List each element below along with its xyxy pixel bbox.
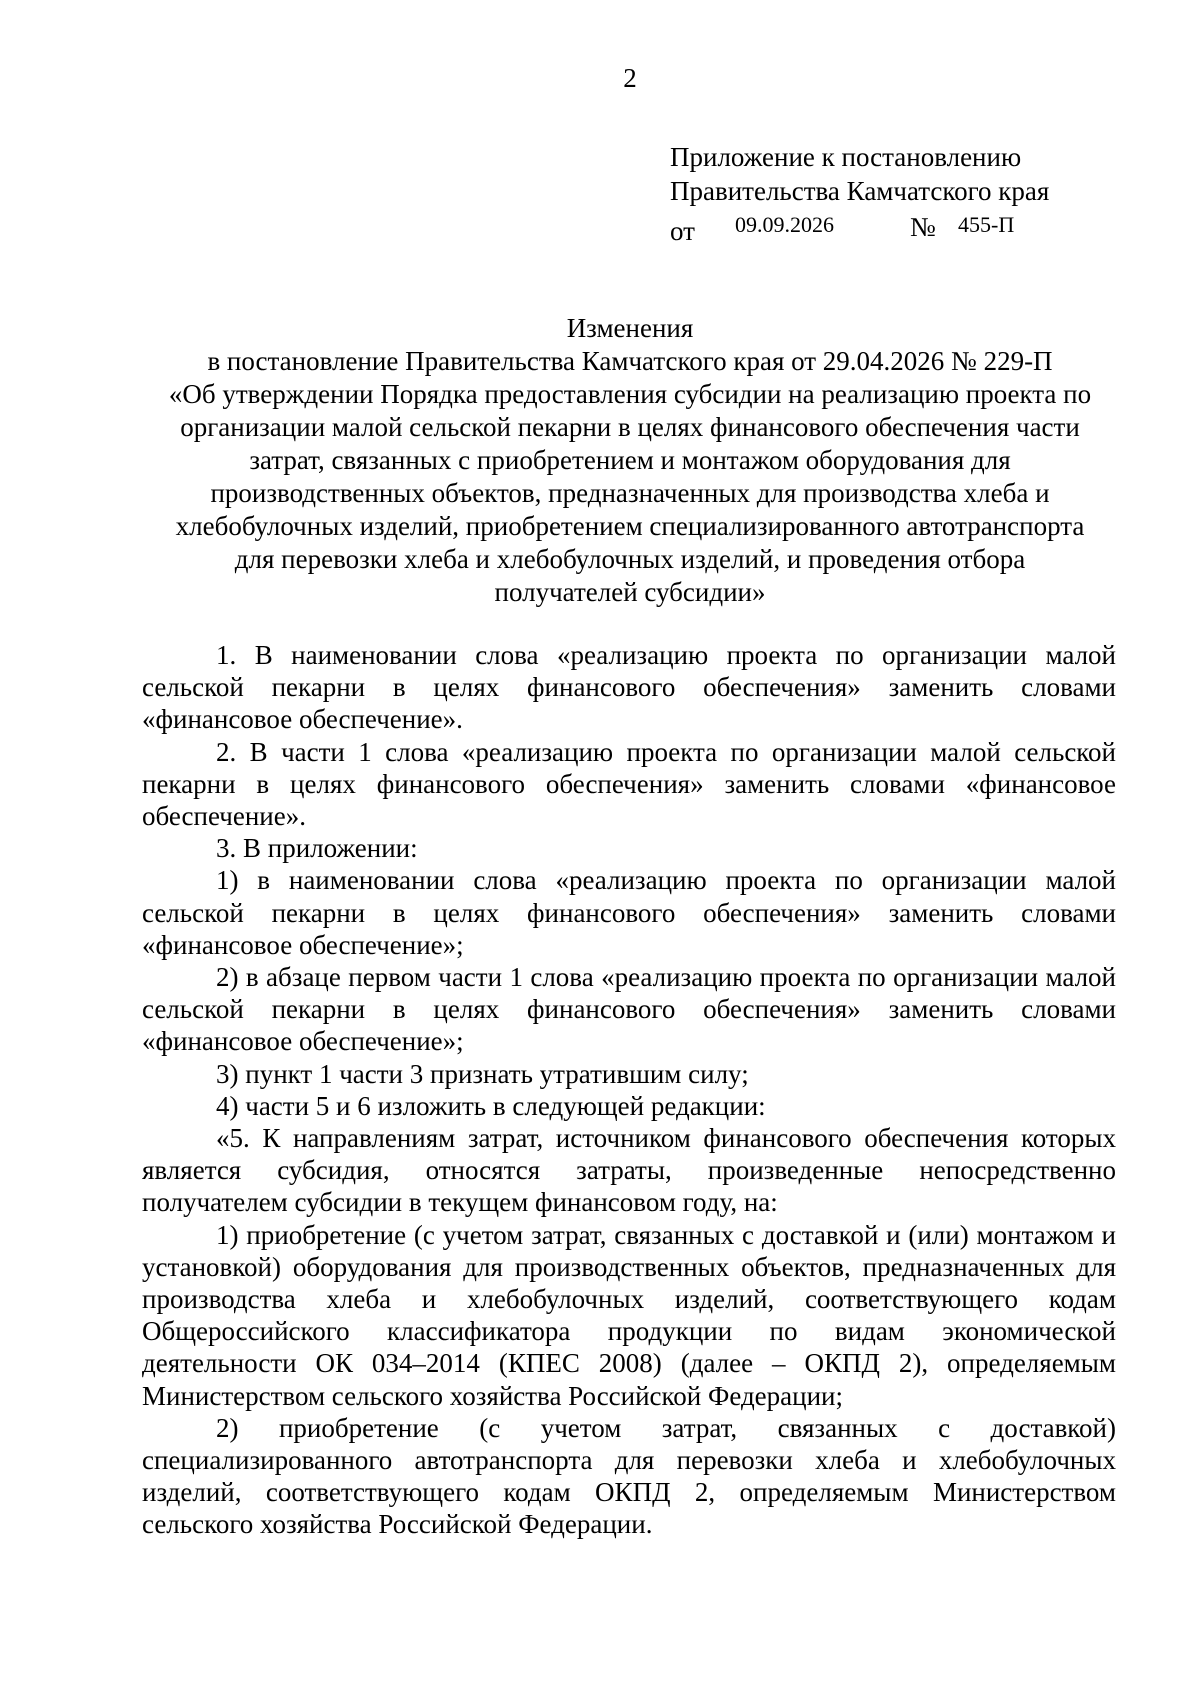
paragraph-part-5-2: 2) приобретение (с учетом затрат, связанных с доставкой) специализированного автотранспорта для перевозки хлеба и хлебобулочных изделий, соответствующего кодам ОКПД 2, определяемым Министерством сельского хозяйства Российской Федерации. — [142, 1412, 1116, 1540]
decree-date: 09.09.2026 — [735, 212, 834, 237]
paragraph-1: 1. В наименовании слова «реализацию проекта по организации малой сельской пекарни в целях финансового обеспечения» заменить словами «финансовое обеспечение». — [142, 640, 1116, 735]
document-body — [142, 639, 1116, 1541]
paragraph-3-4: 4) части 5 и 6 изложить в следующей редакции: — [216, 1090, 766, 1121]
paragraph-2: 2. В части 1 слова «реализацию проекта по организации малой сельской пекарни в целях финансового обеспечения» заменить словами «финансовое обеспечение». — [142, 736, 1116, 832]
title-line: для перевозки хлеба и хлебобулочных изделий, и проведения отбора — [234, 544, 1026, 574]
title-line: в постановление Правительства Камчатского края от 29.04.2026 № 229-П — [207, 346, 1053, 376]
title-line: хлебобулочных изделий, приобретением специализированного автотранспорта — [175, 511, 1085, 541]
page-number: 2 — [623, 63, 637, 93]
decree-number: 455-П — [958, 212, 1015, 237]
date-prefix: от — [670, 216, 695, 246]
paragraph-part-5-1: 1) приобретение (с учетом затрат, связанных с доставкой и (или) монтажом и установкой) оборудования для производственных объектов, предназначенных для производства хлеба и хлебобулочных изделий, соответствующего кодам Общероссийского классификатора продукции по видам экономической деятельности ОК 034–2014 (КПЕС 2008) (далее – ОКПД 2), определяемым Министерством сельского хозяйства Российской Федерации; — [142, 1219, 1116, 1411]
title-line: производственных объектов, предназначенных для производства хлеба и — [210, 478, 1050, 508]
title-line: затрат, связанных с приобретением и монтажом оборудования для — [249, 445, 1011, 475]
title-line: получателей субсидии» — [494, 577, 766, 607]
paragraph-3-1: 1) в наименовании слова «реализацию проекта по организации малой сельской пекарни в целях финансового обеспечения» заменить словами «финансовое обеспечение»; — [142, 865, 1116, 960]
title-line: «Об утверждении Порядка предоставления субсидии на реализацию проекта по — [168, 379, 1092, 409]
paragraph-3: 3. В приложении: — [216, 833, 418, 864]
paragraph-3-3: 3) пункт 1 части 3 признать утратившим силу; — [216, 1058, 749, 1089]
title-heading: Изменения — [566, 313, 694, 343]
attachment-block — [670, 140, 1130, 246]
attachment-line-1: Приложение к постановлению — [670, 142, 1022, 172]
paragraph-3-2: 2) в абзаце первом части 1 слова «реализацию проекта по организации малой сельской пекарни в целях финансового обеспечения» заменить словами «финансовое обеспечение»; — [142, 962, 1116, 1057]
paragraph-part-5: «5. К направлениям затрат, источником финансового обеспечения которых является субсидия, относятся затраты, произведенные непосредственно получателем субсидии в текущем финансовом году, на: — [142, 1123, 1116, 1218]
title-line: организации малой сельской пекарни в целях финансового обеспечения части — [180, 412, 1080, 442]
attachment-date-row — [670, 208, 1130, 246]
attachment-line-2: Правительства Камчатского края — [670, 176, 1050, 206]
document-title — [120, 312, 1140, 609]
number-prefix: № — [910, 212, 936, 242]
